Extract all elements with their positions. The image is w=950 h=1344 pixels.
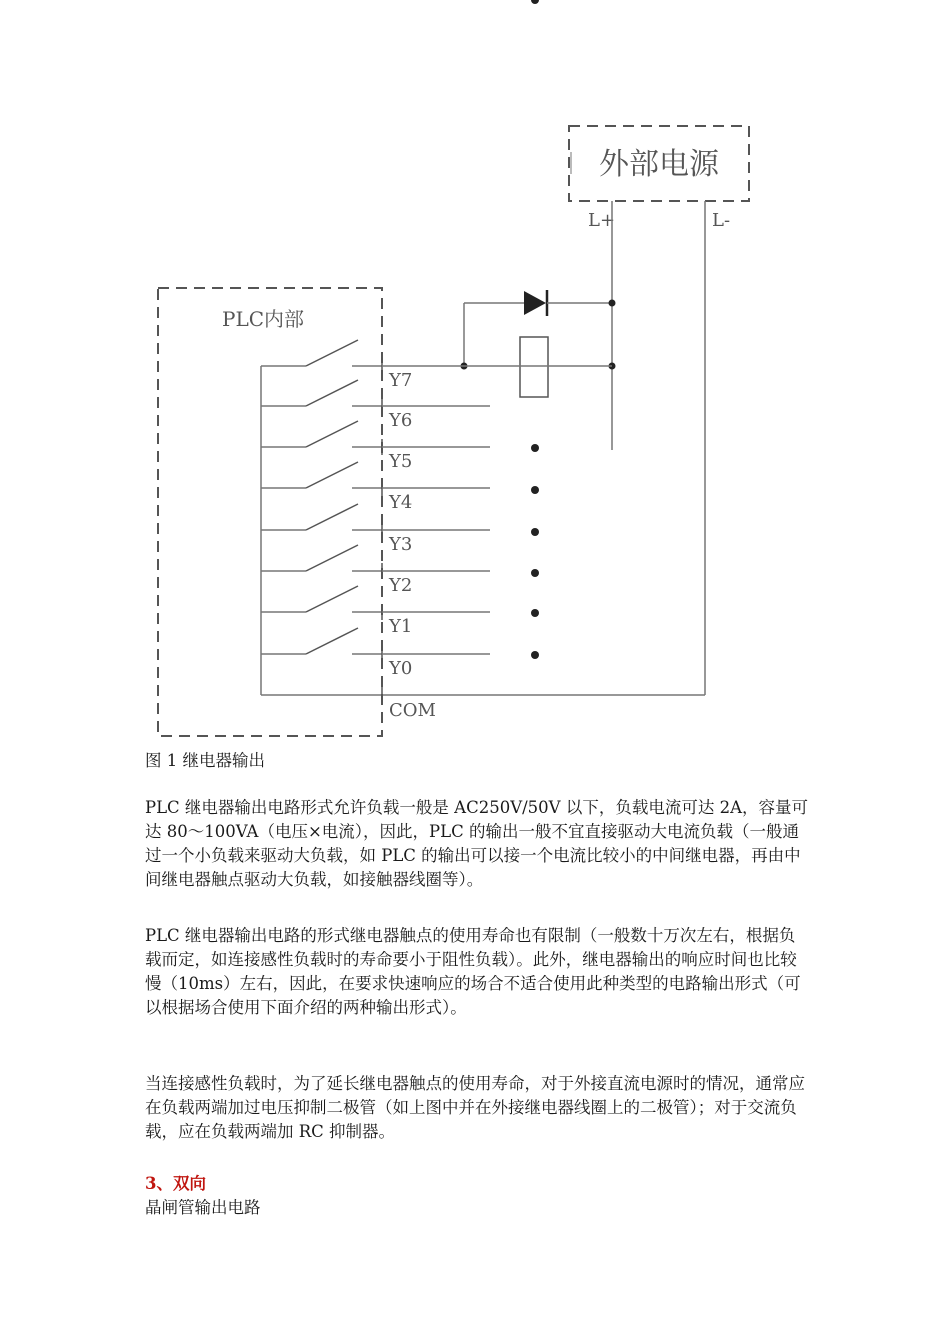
relay-contact-y3 bbox=[306, 504, 358, 530]
output-label-y4: Y4 bbox=[389, 492, 413, 513]
relay-contact-y1 bbox=[306, 586, 358, 612]
terminal-l-plus: L+ bbox=[588, 210, 616, 231]
plc-internal-box bbox=[158, 288, 382, 736]
relay-contact-y4 bbox=[306, 462, 358, 488]
paragraph-2: PLC 继电器输出电路的形式继电器触点的使用寿命也有限制（一般数十万次左右，根据负载而定，如连接感性负载时的寿命要小于阻性负载）。此外，继电器输出的响应时间也比较慢（10ms）左右，因此，在要求快速响应的场合不适合使用此种类型的电路输出形式（可以根据场合使用下面介绍的两种输出形式）。 bbox=[145, 926, 801, 1017]
paragraph-1: PLC 继电器输出电路形式允许负载一般是 AC250V/50V 以下，负载电流可达 2A，容量可达 80～100VA（电压×电流），因此，PLC 的输出一般不宜直接驱动大电流负载（一般通过一个小负载来驱动大负载，如 PLC 的输出可以接一个电流比较小的中间继电器，再由中间继电器触点驱动大负载，如接触器线圈等）。 bbox=[145, 798, 808, 889]
section-subtitle: 晶闸管输出电路 bbox=[145, 1198, 261, 1217]
plc-internal-label: PLC内部 bbox=[222, 307, 305, 331]
output-label-y3: Y3 bbox=[389, 534, 413, 555]
com-label: COM bbox=[389, 700, 436, 721]
node-dot bbox=[609, 300, 616, 307]
output-label-y1: Y1 bbox=[389, 616, 413, 637]
continuation-dot bbox=[531, 528, 539, 536]
continuation-dot bbox=[531, 609, 539, 617]
continuation-dot bbox=[531, 569, 539, 577]
power-supply-label: 外部电源 bbox=[599, 147, 719, 182]
paragraph-3: 当连接感性负载时，为了延长继电器触点的使用寿命，对于外接直流电源时的情况，通常应在负载两端加过电压抑制二极管（如上图中并在外接继电器线圈上的二极管）；对于交流负载，应在负载两端加 RC 抑制器。 bbox=[145, 1074, 805, 1141]
continuation-dot bbox=[531, 651, 539, 659]
terminal-l-minus: L- bbox=[712, 210, 731, 231]
suppression-diode bbox=[524, 291, 546, 315]
relay-contact-y2 bbox=[306, 545, 358, 571]
section-heading: 3、双向 bbox=[145, 1174, 206, 1193]
relay-contact-y0 bbox=[306, 628, 358, 654]
load-coil bbox=[520, 337, 548, 397]
output-label-y0: Y0 bbox=[389, 658, 413, 679]
output-label-y7: Y7 bbox=[389, 370, 413, 391]
relay-contact-y7 bbox=[306, 340, 358, 366]
figure-caption: 图 1 继电器输出 bbox=[145, 751, 265, 770]
continuation-dot bbox=[531, 444, 539, 452]
output-label-y6: Y6 bbox=[389, 410, 413, 431]
relay-contact-y5 bbox=[306, 421, 358, 447]
relay-contact-y6 bbox=[306, 380, 358, 406]
output-label-y5: Y5 bbox=[389, 451, 413, 472]
continuation-dot bbox=[531, 0, 539, 4]
continuation-dot bbox=[531, 486, 539, 494]
output-label-y2: Y2 bbox=[389, 575, 413, 596]
